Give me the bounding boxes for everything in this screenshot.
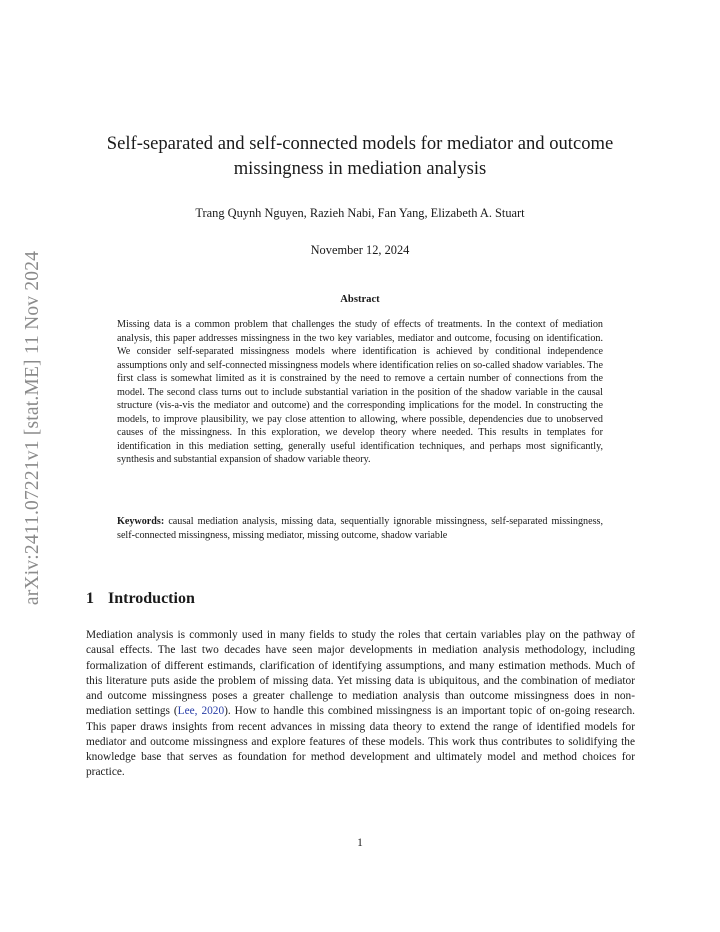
publication-date: November 12, 2024 <box>310 243 410 257</box>
abstract-body: Missing data is a common problem that challenges the study of effects of treatments. In the context of mediation analysis, this paper addresses missingness in the two key variables, mediator and outcome, focusing on identification. We consider self-separated missingness models where identification is achieved by conditional independence assumptions only and self-connected missingness models where identification relies on so-called shadow variables. The first class is somewhat limited as it is constrained by the need to remove a certain number of connections from the model. The second class turns out to include substantial variation in the position of the shadow variable in the causal structure (vis-a-vis the mediator and outcome) and the corresponding implications for the model. In constructing the models, to improve plausibility, we pay close attention to allowing, where possible, dependencies due to unobserved causes of the missingness. In this exploration, we develop theory where needed. This results in templates for identification in this mediation setting, generally useful identification techniques, and perhaps most significantly, synthesis and substantial expansion of shadow variable theory. <box>117 319 603 465</box>
citation-year: 2020 <box>201 705 225 718</box>
arxiv-identifier: arXiv:2411.07221v1 [stat.ME] 11 Nov 2024 <box>22 250 43 606</box>
arxiv-side-stamp <box>16 212 50 644</box>
page-number: 1 <box>357 837 363 849</box>
abstract-heading: Abstract <box>340 294 380 305</box>
keywords-list: causal mediation analysis, missing data, sequentially ignorable missingness, self-separated missingness, self-connected missingness, missing mediator, missing outcome, shadow variable <box>117 516 604 541</box>
section-number: 1 <box>86 590 94 607</box>
intro-text-before: Mediation analysis is commonly used in many fields to study the roles that certain variables play on the pathway of causal effects. The last two decades have seen major developments in mediation analysis methodology, including formalization of different estimands, clarification of identifying assumptions, and many estimation methods. Much of this literature puts aside the problem of missing data. Yet missing data is ubiquitous, and the combination of mediator and outcome missingness poses a greater challenge to mediation analysis than outcome missingness does in non-mediation settings ( <box>86 629 635 718</box>
keywords <box>117 515 603 542</box>
section-title: Introduction <box>108 590 195 607</box>
introduction-paragraph <box>86 628 635 781</box>
keywords-label: Keywords: <box>117 516 165 527</box>
citation-link-lee-2020[interactable] <box>178 705 224 717</box>
section-heading-introduction <box>86 589 195 609</box>
paper-title: Self-separated and self-connected models for mediator and outcome missingness in mediation analysis <box>106 133 614 179</box>
citation-author: Lee <box>177 705 195 718</box>
intro-text-after: ). How to handle this combined missingness is an important topic of on-going research. This paper draws insights from recent advances in missing data theory to extend the range of identified models for mediator and outcome missingness and explore features of these models. This work thus contributes to solidifying the knowledge base that serves as foundation for method development and ultimately model and method choices for practice. <box>86 705 635 779</box>
author-list: Trang Quynh Nguyen, Razieh Nabi, Fan Yang, Elizabeth A. Stuart <box>195 206 525 220</box>
citation-separator: , <box>194 705 202 718</box>
